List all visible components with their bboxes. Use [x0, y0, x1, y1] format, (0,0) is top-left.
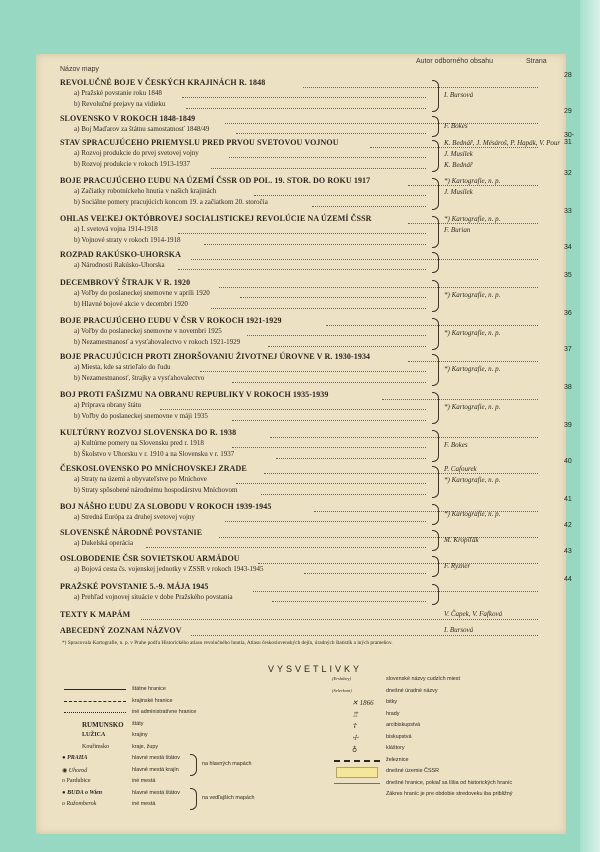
bracket	[432, 140, 439, 172]
section-title: BOJE PRACUJÚCICH PROTI ZHORŠOVANIU ŽIVOTNEJ ÚROVNE V R. 1930-1934	[60, 352, 371, 361]
legend-label: iné mestá	[132, 778, 156, 784]
author: F. Bokes	[444, 441, 468, 449]
section-title: ABECEDNÝ ZOZNAM NÁZVOV	[60, 626, 182, 635]
page-number: 42	[564, 522, 572, 529]
leader-dots	[254, 195, 426, 196]
author: *) Kartografie, n. p.	[444, 329, 501, 337]
bracket	[432, 556, 439, 577]
bracket	[432, 318, 439, 350]
bracket	[432, 504, 439, 525]
section-title: OSLOBODENIE ČSR SOVIETSKOU ARMÁDOU	[60, 554, 240, 563]
page-number: 35	[564, 272, 572, 279]
legend-label: hlavné mestá štátov	[132, 755, 180, 761]
legend-symbol: ✕ 1866	[352, 699, 374, 707]
bracket	[432, 466, 439, 498]
section-title: REVOLUČNÉ BOJE V ČESKÝCH KRAJINÁCH R. 1848	[60, 78, 266, 87]
legend-label: iné mestá	[132, 801, 156, 807]
subsection-title: b) Straty spôsobené národnému hospodárstvu Mníchovom	[74, 486, 238, 494]
subsection-title: a) Príprava obrany štátu	[74, 401, 142, 409]
subsection-title: a) Začiatky robotníckeho hnutia v našich krajinách	[74, 187, 217, 195]
section-title: ROZPAD RAKÚSKO-UHORSKA	[60, 250, 181, 259]
author: V. Čapek, V. Fafková	[444, 610, 503, 618]
page-number: 39	[564, 422, 572, 429]
subsection-title: a) Dukelská operácia	[74, 539, 134, 547]
legend-line-sample	[64, 712, 126, 713]
section-title: ČESKOSLOVENSKO PO MNÍCHOVSKEJ ZRADE	[60, 464, 247, 473]
subsection-title: a) Voľby do poslaneckej snemovne v apríli 1920	[74, 289, 210, 297]
leader-dots	[191, 635, 538, 636]
legend-label: biskupstvá	[386, 733, 412, 740]
legend-label: arcibiskupstvá	[386, 722, 421, 728]
author: *) Kartografie, n. p.	[444, 365, 501, 373]
subsection-title: a) Národnosti Rakúsko-Uhorska	[74, 261, 165, 269]
leader-dots	[160, 409, 426, 410]
leader-dots	[141, 619, 538, 620]
col-header-author: Autor odborného obsahu	[416, 58, 494, 65]
leader-dots	[191, 259, 538, 260]
subsection-title: a) Bojová cesta čs. vojenskej jednotky v ZSSR v rokoch 1943-1945	[74, 565, 264, 573]
section-title: BOJE PRACUJÚCEHO ĽUDU NA ÚZEMÍ ČSSR OD POL. 19. STOR. DO ROKU 1917	[60, 176, 371, 185]
legend-label: dnešné hranice, pokiaľ sa líšia od historických hraníc	[386, 779, 513, 786]
author: *) Kartografie, n. p.	[444, 291, 501, 299]
page-number: 41	[564, 496, 572, 503]
legend-label: krajinské hranice	[132, 697, 173, 704]
page-number: 43	[564, 548, 572, 555]
subsection-title: a) Prehľad vojnovej situácie v dobe Pražského povstania	[74, 593, 233, 601]
legend-symbol: ♁	[352, 745, 358, 753]
leader-dots	[314, 511, 538, 512]
legend-symbol: o Ružomberok	[62, 801, 97, 807]
leader-dots	[370, 147, 538, 148]
leader-dots	[264, 473, 538, 474]
section-title: SLOVENSKO V ROKOCH 1848-1849	[60, 114, 196, 123]
page-number: 36	[564, 310, 572, 317]
page-number: 40	[564, 458, 572, 465]
leader-dots	[232, 420, 426, 421]
leader-dots	[276, 458, 426, 459]
legend-bracket	[190, 754, 197, 776]
leader-dots	[270, 437, 538, 438]
legend-symbol: o Pardubice	[62, 778, 91, 784]
section-title: PRAŽSKÉ POVSTANIE 5.-9. MÁJA 1945	[60, 582, 209, 591]
leader-dots	[408, 223, 538, 224]
legend-label: Zákres hraníc je pre obdobie stredoveku iba približný	[386, 791, 513, 797]
leader-dots	[312, 206, 426, 207]
leader-dots	[236, 133, 426, 134]
bracket	[432, 252, 439, 273]
author: M. Kropiľák	[444, 535, 479, 544]
leader-dots	[303, 87, 538, 88]
leader-dots	[225, 521, 426, 522]
author: F. Bokes	[444, 121, 468, 130]
author: *) Kartografie, n. p.	[444, 177, 501, 185]
legend-symbol: (Ershtbey)	[332, 676, 351, 681]
leader-dots	[408, 185, 538, 186]
legend-group-side: na vedľajších mapách	[202, 795, 255, 801]
subsection-title: b) Vojnové straty v rokoch 1914-1918	[74, 236, 181, 244]
page-number: 34	[564, 244, 572, 251]
subsection-title: a) Pražské povstanie roku 1848	[74, 89, 162, 97]
author: *) Kartografie, n. p.	[444, 476, 501, 484]
bracket	[432, 80, 439, 112]
leader-dots	[219, 287, 538, 288]
bracket	[432, 584, 439, 605]
bracket	[432, 116, 439, 137]
author: I. Bursová	[444, 91, 474, 99]
legend-symbol: ● BUDA o Wien	[62, 789, 103, 796]
leader-dots	[219, 537, 538, 538]
bracket	[432, 280, 439, 312]
subsection-title: a) Kultúrne pomery na Slovensku pred r. 1918	[74, 439, 204, 447]
legend-label: kraje, župy	[132, 743, 159, 750]
leader-dots	[178, 269, 426, 270]
subsection-title: b) Nezamestnanosť a vysťahovalectvo v rokoch 1921-1929	[74, 338, 241, 346]
section-title: BOJE PRACUJÚCEHO ĽUDU V ČSR V ROKOCH 1921-1929	[60, 316, 282, 325]
author: P. Cafourek	[444, 465, 477, 473]
legend-label: kláštory	[386, 745, 405, 751]
legend-label: slovenské názvy cudzích miest	[386, 676, 461, 682]
legend-symbol: ☦	[352, 722, 357, 730]
legend-label: dnešné územie ČSSR	[386, 768, 440, 774]
legend-group-main: na hlavných mapách	[202, 761, 252, 767]
legend-label: dnešné úradné názvy	[386, 687, 438, 694]
col-header-page: Strana	[526, 58, 547, 65]
legend-title: VYSVETLIVKY	[268, 664, 363, 674]
section-title: STAV SPRACUJÚCEHO PRIEMYSLU PRED PRVOU SVETOVOU VOJNOU	[60, 138, 339, 147]
leader-dots	[146, 547, 426, 548]
leader-dots	[236, 483, 426, 484]
territory-swatch	[336, 767, 378, 778]
author: K. Bednář, J. Mésároš, P. Hapák, V. Pour	[444, 139, 561, 147]
subsection-title: b) Školstvo v Uhorsku v r. 1910 a na Slovensku v r. 1937	[74, 450, 235, 458]
section-title: BOJ NÁŠHO ĽUDU ZA SLOBODU V ROKOCH 1939-1945	[60, 502, 272, 511]
legend-line-sample	[64, 689, 126, 690]
subsection-title: b) Hlavné bojové akcie v decembri 1920	[74, 300, 188, 308]
leader-dots	[186, 108, 426, 109]
bracket	[432, 392, 439, 424]
legend-label: bitky	[386, 699, 398, 705]
leader-dots	[268, 346, 426, 347]
author: J. Musílek	[444, 150, 473, 158]
legend-symbol: ◉ Uhorod	[62, 767, 88, 774]
right-edge-strip	[580, 0, 600, 852]
author: I. Bursová	[444, 626, 474, 634]
legend-label: iné administratívne hranice	[132, 709, 197, 715]
page-number: 44	[564, 576, 572, 583]
page-number: 38	[564, 384, 572, 391]
footnote: *) Spracovala Kartografie, n. p. v Prahe podľa Historického atlasu revolučného hnutia, Atlasu československých dejín, úradných štatistík a iných prameňov.	[62, 640, 393, 646]
legend-symbol: ● PRAHA	[62, 755, 88, 761]
leader-dots	[253, 591, 538, 592]
leader-dots	[211, 168, 426, 169]
author: K. Bednář	[444, 161, 473, 169]
legend-symbol: RUMUNSKO	[82, 720, 124, 729]
legend-label: krajiny	[132, 732, 148, 738]
subsection-title: a) Voľby do poslaneckej snemovne v novembri 1925	[74, 327, 222, 335]
section-title: DECEMBROVÝ ŠTRAJK V R. 1920	[60, 278, 191, 287]
leader-dots	[232, 447, 426, 448]
leader-dots	[382, 399, 538, 400]
leader-dots	[182, 97, 426, 98]
leader-dots	[304, 573, 426, 574]
col-header-map: Názov mapy	[60, 66, 99, 73]
bracket	[432, 178, 439, 210]
legend-bracket	[190, 788, 197, 810]
railway-sample	[334, 760, 380, 762]
leader-dots	[204, 244, 426, 245]
legend-label: hlavné mestá krajín	[132, 766, 179, 773]
leader-dots	[258, 563, 538, 564]
page-sheet	[36, 54, 575, 834]
page-number: 30-31	[564, 132, 575, 146]
author: J. Musílek	[444, 188, 473, 196]
leader-dots	[272, 601, 426, 602]
page-number: 28	[564, 72, 572, 79]
legend-line-sample	[64, 701, 126, 702]
legend-label: železnice	[386, 756, 409, 763]
leader-dots	[229, 157, 426, 158]
leader-dots	[240, 297, 426, 298]
legend-symbol: (Selerkom)	[332, 687, 352, 693]
subsection-title: a) Boj Maďarov za štátnu samostatnosť 1848/49	[74, 125, 210, 133]
author: *) Kartografie, n. p.	[444, 509, 501, 518]
legend-label: hlavné mestá štátov	[132, 789, 180, 796]
legend-label: štáty	[132, 720, 144, 727]
border-sample	[334, 783, 380, 784]
subsection-title: b) Rozvoj produkcie v rokoch 1913-1937	[74, 160, 191, 168]
section-title: OHLAS VEĽKEJ OKTÓBROVEJ SOCIALISTICKEJ REVOLÚCIE NA ÚZEMÍ ČSSR	[60, 214, 372, 223]
subsection-title: b) Sociálne pomery pracujúcich koncom 19. a začiatkom 20. storočia	[74, 198, 268, 206]
author: *) Kartografie, n. p.	[444, 403, 501, 411]
bracket	[432, 530, 439, 551]
page-number: 29	[564, 108, 572, 115]
legend-symbol: Kouřimsko	[82, 743, 109, 750]
leader-dots	[178, 233, 426, 234]
legend-symbol: LUŽICA	[82, 732, 106, 738]
subsection-title: b) Voľby do poslaneckej snemovne v máji 1935	[74, 412, 208, 420]
author: F. Ryzner	[444, 561, 471, 570]
bracket	[432, 430, 439, 462]
leader-dots	[211, 308, 426, 309]
legend-label: hrady	[386, 710, 400, 717]
page-number: 32	[564, 170, 572, 177]
section-title: SLOVENSKÉ NÁRODNÉ POVSTANIE	[60, 528, 203, 537]
leader-dots	[232, 382, 426, 383]
section-title: KULTÚRNY ROZVOJ SLOVENSKA DO R. 1938	[60, 428, 237, 437]
bracket	[432, 216, 439, 248]
subsection-title: a) Straty na území a obyvateľstve po Mníchove	[74, 475, 207, 483]
subsection-title: a) Rozvoj produkcie do prvej svetovej vojny	[74, 149, 199, 157]
subsection-title: b) Revolučné prejavy na vidieku	[74, 100, 166, 108]
author: *) Kartografie, n. p.	[444, 215, 501, 223]
leader-dots	[225, 123, 538, 124]
leader-dots	[247, 335, 426, 336]
legend-symbol: ♖	[352, 710, 359, 719]
leader-dots	[200, 371, 426, 372]
subsection-title: a) I. svetová vojna 1914-1918	[74, 225, 158, 233]
page-number: 33	[564, 208, 572, 215]
section-title: TEXTY K MAPÁM	[60, 610, 131, 619]
bracket	[432, 354, 439, 386]
subsection-title: a) Stredná Európa za druhej svetovej vojny	[74, 513, 195, 521]
author: F. Burian	[444, 226, 471, 234]
legend-symbol: ☩	[352, 733, 359, 742]
subsection-title: a) Miesta, kde sa strieľalo do ľudu	[74, 363, 171, 371]
page-number: 37	[564, 346, 572, 353]
legend-label: štátne hranice	[132, 686, 166, 692]
subsection-title: b) Nezamestnanosť, štrajky a vysťahovalectvo	[74, 374, 205, 382]
section-title: BOJ PROTI FAŠIZMU NA OBRANU REPUBLIKY V ROKOCH 1935-1939	[60, 390, 329, 399]
leader-dots	[408, 361, 538, 362]
leader-dots	[261, 494, 426, 495]
